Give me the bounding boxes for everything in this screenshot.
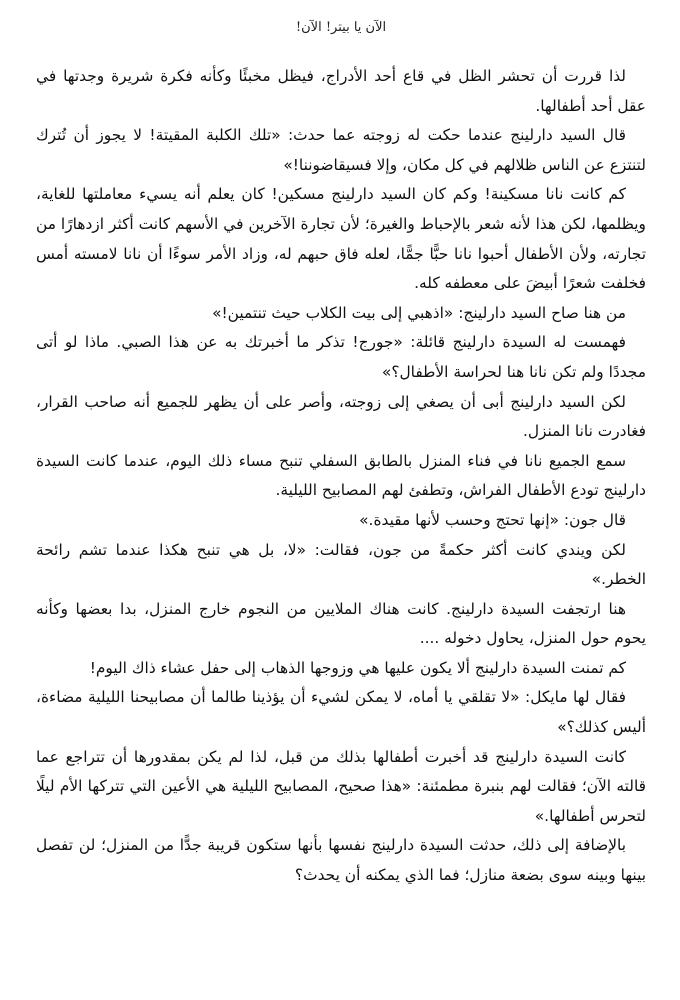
paragraph: سمع الجميع نانا في فناء المنزل بالطابق السفلي تنبح مساء ذلك اليوم، عندما كانت السيدة دارلينج تودع الأطفال الفراش، وتطفئ لهم المصابيح الليلية. xyxy=(36,451,646,500)
paragraph: من هنا صاح السيد دارلينج: «اذهبي إلى بيت الكلاب حيث تنتمين!» xyxy=(212,303,626,322)
paragraph: بالإضافة إلى ذلك، حدثت السيدة دارلينج نفسها بأنها ستكون قريبة جدًّا من المنزل؛ لن تفصل بينها وبينه سوى بضعة منازل؛ فما الذي يمكنه أن يحدث؟ xyxy=(36,836,646,885)
paragraph: فهمست له السيدة دارلينج قائلة: «جورج! تذكر ما أخبرتك به عن هذا الصبي. ماذا لو أتى مجددًا ولم تكن نانا هنا لحراسة الأطفال؟» xyxy=(36,333,646,381)
paragraph: لكن ويندي كانت أكثر حكمةً من جون، فقالت: «لا، بل هي تنبح هكذا عندما تشم رائحة الخطر.» xyxy=(36,540,646,589)
paragraph: لكن السيد دارلينج أبى أن يصغي إلى زوجته، وأصر على أن يظهر للجميع أنه صاحب القرار، فغادرت نانا المنزل. xyxy=(36,392,646,441)
paragraph: كم كانت نانا مسكينة! وكم كان السيد دارلينج مسكين! كان يعلم أنه يسيء معاملتها للغاية، ويظلمها، لكن هذا لأنه شعر بالإحباط والغيرة؛ لأن تجارة الآخرين في الأسهم كانت أكثر ازدهارًا من تجارته، ولأن الأطفال أحبوا نانا حبًّا جمًّا، لعله فاق حبهم له، وزاد الأمر سوءًا أن نانا لامسته أمس فخلفت شعرًا أبيضَ على معطفه كله. xyxy=(36,185,646,293)
paragraph: هنا ارتجفت السيدة دارلينج. كانت هناك الملايين من النجوم خارج المنزل، بدا بعضها وكأنه يحوم حول المنزل، يحاول دخوله .... xyxy=(36,599,646,648)
page-body xyxy=(36,62,646,891)
paragraph: قال جون: «إنها تحتج وحسب لأنها مقيدة.» xyxy=(359,510,626,529)
running-title: الآن يا بيتر! الآن! xyxy=(295,20,387,35)
paragraph: قال السيد دارلينج عندما حكت له زوجته عما حدث: «تلك الكلبة المقيتة! لا يجوز أن تُترك لتنتزع عن الناس ظلالهم في كل مكان، وإلا فسيقاضوننا!» xyxy=(36,126,646,174)
paragraph: كم تمنت السيدة دارلينج ألا يكون عليها هي وزوجها الذهاب إلى حفل عشاء ذاك اليوم! xyxy=(89,658,626,677)
paragraph: كانت السيدة دارلينج قد أخبرت أطفالها بذلك من قبل، لذا لم يكن بمقدورها أن تتراجع عما قالته الآن؛ فقالت لهم بنبرة مطمئنة: «هذا صحيح، المصابيح الليلية هي الأعين التي تتركها الأم ليلًا لتحرس أطفالها.» xyxy=(36,747,646,825)
paragraph: فقال لها مايكل: «لا تقلقي يا أماه، لا يمكن لشيء أن يؤذينا طالما أن مصابيحنا الليلية مضاءة، أليس كذلك؟» xyxy=(36,688,646,737)
paragraph: لذا قررت أن تحشر الظل في قاع أحد الأدراج، فيظل مخبئًا وكأنه فكرة شريرة وجدتها في عقل أحد أطفالها. xyxy=(36,67,646,115)
